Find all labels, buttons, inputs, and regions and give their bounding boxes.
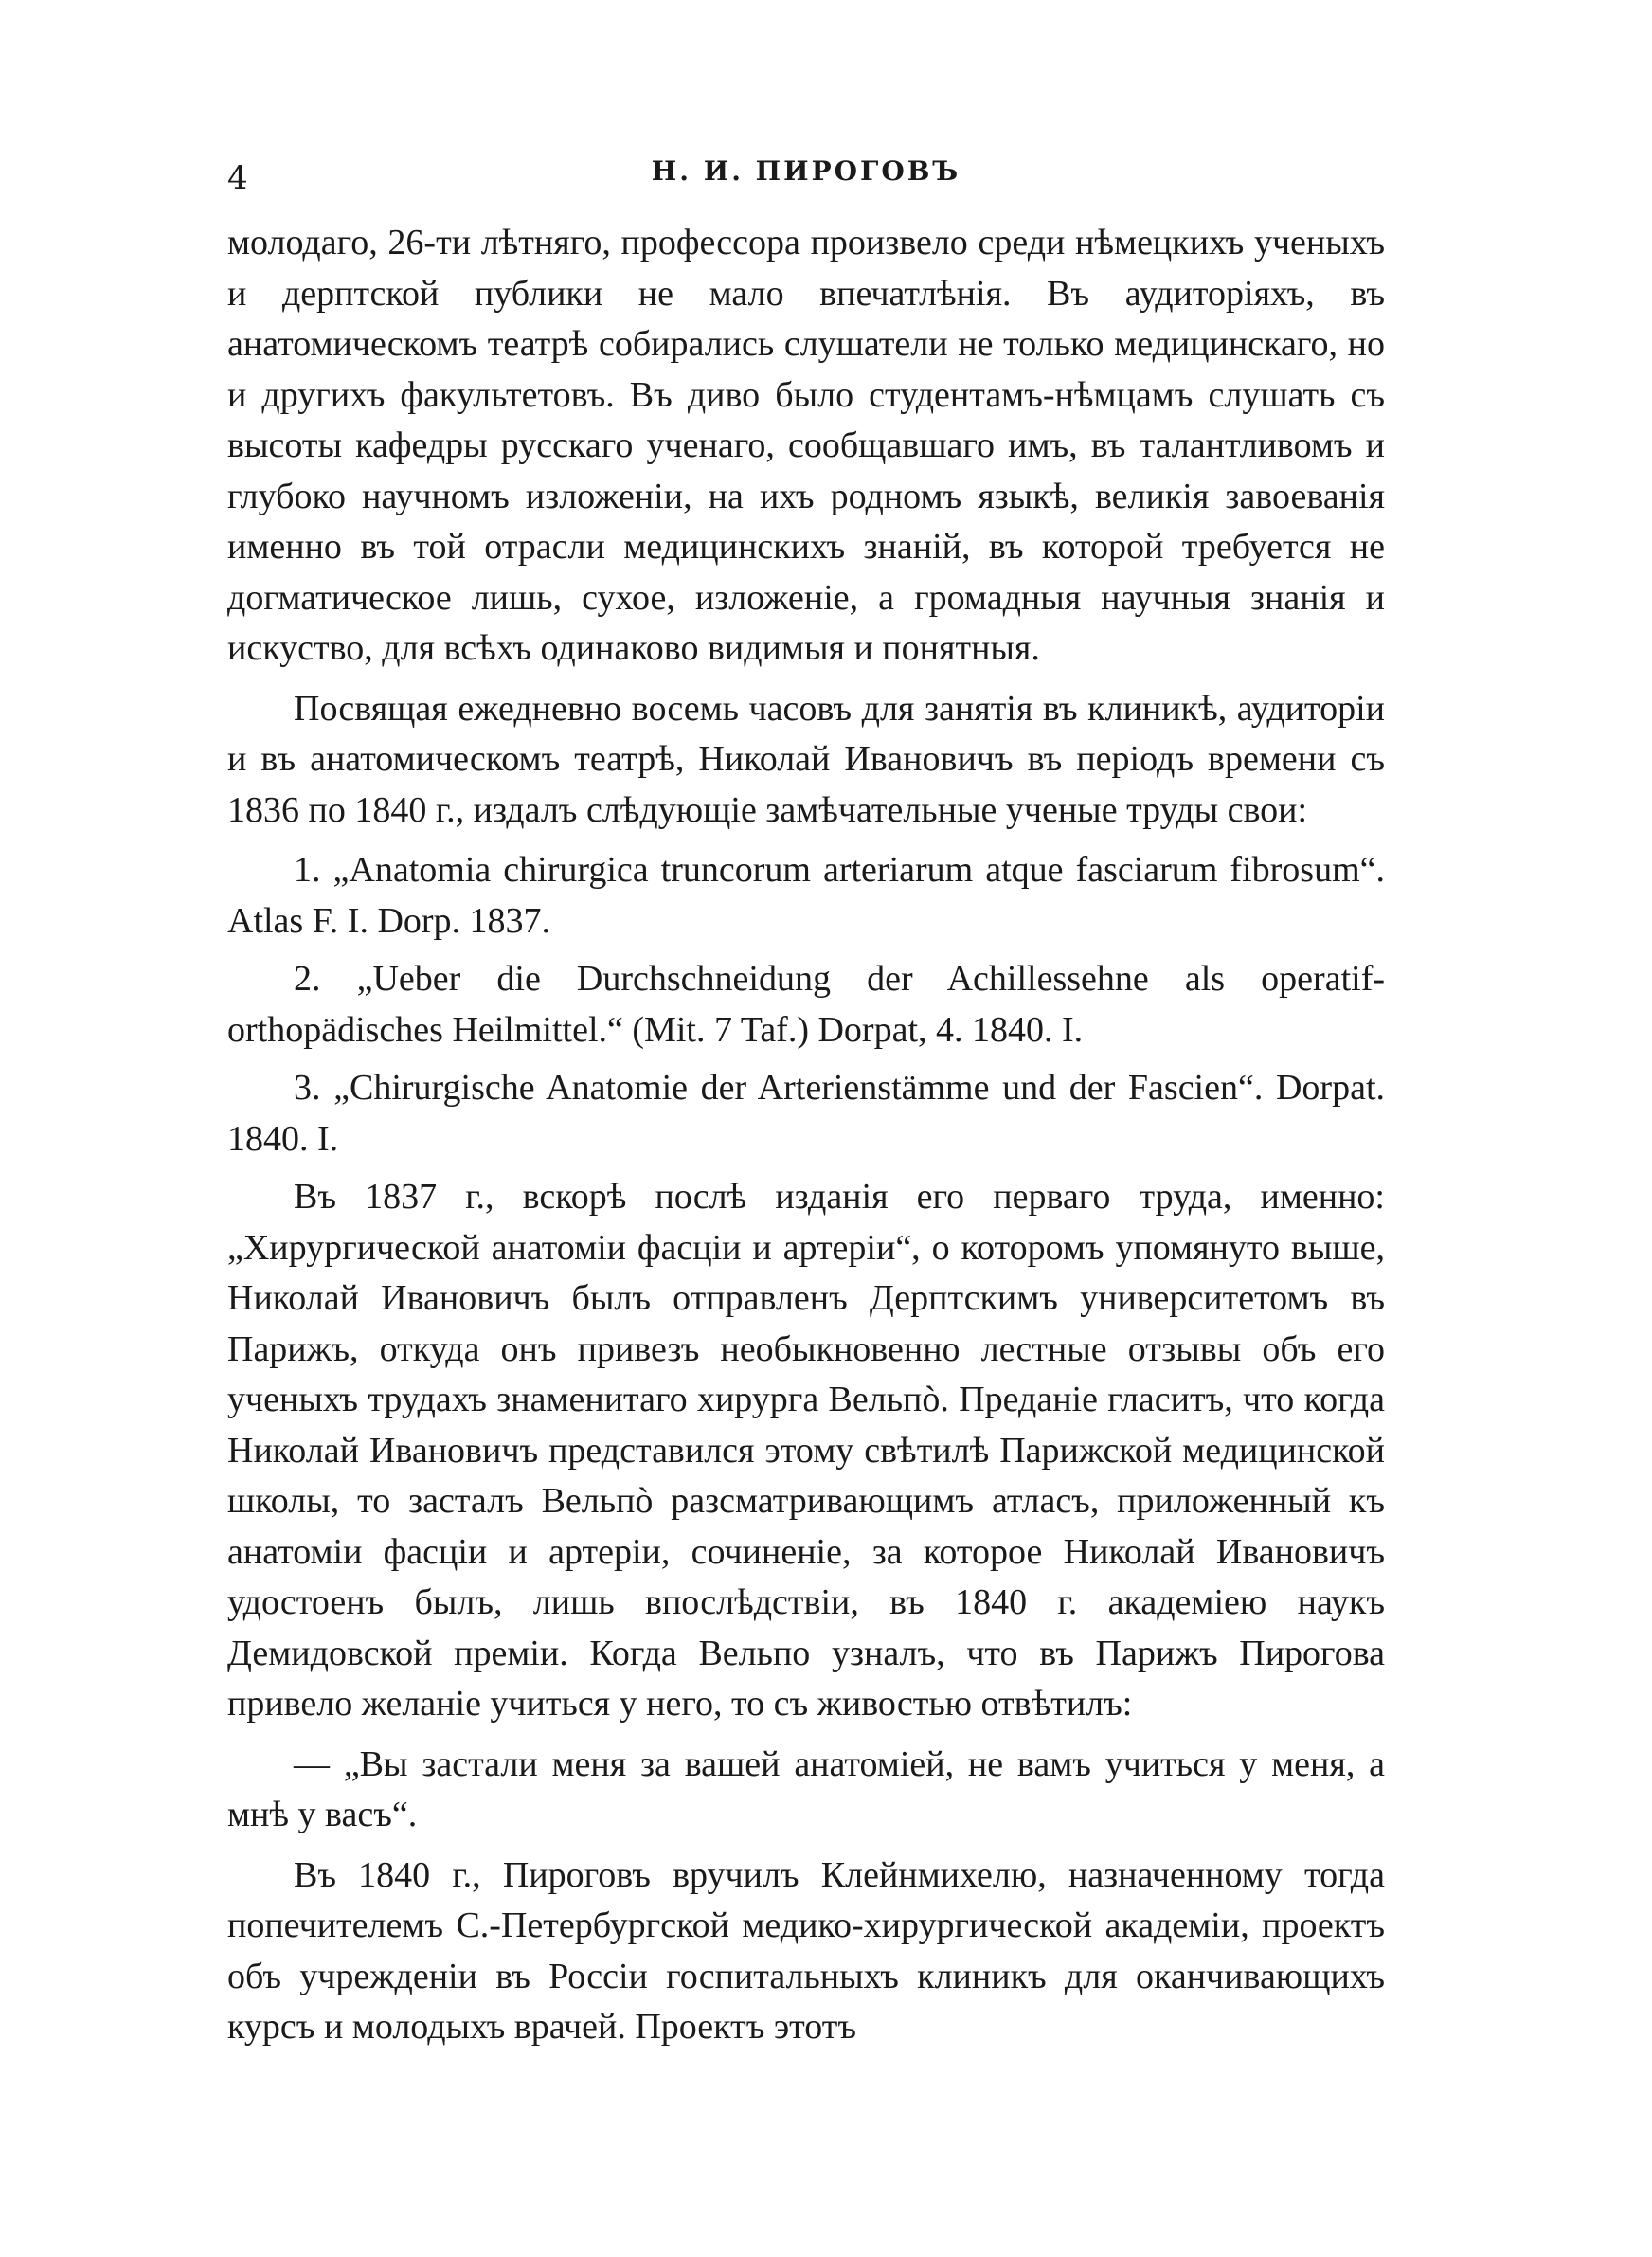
paragraph-paris: Въ 1837 г., вскорѣ послѣ изданія его перваго труда, именно: „Хирургической анатоміи фасціи и артеріи“, о которомъ упомянуто выше, Николай Ивановичъ былъ отправленъ Дерптскимъ университетомъ въ Парижъ, откуда онъ привезъ необыкновенно лестные отзывы объ его ученыхъ трудахъ знаменитаго хирурга Вельпò. Преданіе гласитъ, что когда Николай Ивановичъ представился этому свѣтилѣ Парижской медицинской школы, то засталъ Вельпò разсматривающимъ атласъ, приложенный къ анатоміи фасціи и артеріи, сочиненіе, за которое Николай Ивановичъ удостоенъ былъ, лишь впослѣдствіи, въ 1840 г. академіею наукъ Демидовской преміи. Когда Вельпо узналъ, что въ Парижъ Пирогова привело желаніе учиться у него, то съ живостью отвѣтилъ: [227,1177,1385,1724]
works-list-item: 2. „Ueber die Durchschneidung der Achillessehne als operatif-orthopädisches Heilmittel.“ (Mit. 7 Taf.) Dorpat, 4. 1840. I. [227,959,1385,1050]
works-list-item: 3. „Chirurgische Anatomie der Arterienstämme und der Fascien“. Dorpat. 1840. I. [227,1068,1385,1159]
works-list-item: 1. „Anatomia chirurgica truncorum arteriarum atque fasciarum fibrosum“. Atlas F. I. Dorp. 1837. [227,850,1385,941]
page-header [227,152,1385,199]
velpeau-quote: — „Вы застали меня за вашей анатоміей, не вамъ учиться у меня, а мнѣ у васъ“. [227,1743,1385,1834]
running-title: Н. И. ПИРОГОВЪ [651,155,961,187]
paragraph-clinics-project: Въ 1840 г., Пироговъ вручилъ Клейнмихелю, назначенному тогда попечителемъ С.-Петербургской медико-хирургической академіи, проектъ объ учрежденіи въ Россіи госпитальныхъ клиникъ для оканчивающихъ курсъ и молодыхъ врачей. Проектъ этотъ [227,1854,1385,2047]
page-number: 4 [227,159,248,197]
paragraph-works-intro: Посвящая ежедневно восемь часовъ для занятія въ клиникѣ, аудиторіи и въ анатомическомъ театрѣ, Николай Ивановичъ въ періодъ времени съ 1836 по 1840 г., издалъ слѣдующіе замѣчательные ученые труды свои: [227,688,1385,830]
paragraph-continuation: молодаго, 26-ти лѣтняго, профессора произвело среди нѣмецкихъ ученыхъ и дерптской публики не мало впечатлѣнія. Въ аудиторіяхъ, въ анатомическомъ театрѣ собирались слушатели не только медицинскаго, но и другихъ факультетовъ. Въ диво было студентамъ-нѣмцамъ слушать съ высоты кафедры русскаго ученаго, сообщавшаго имъ, въ талантливомъ и глубоко научномъ изложеніи, на ихъ родномъ языкѣ, великія завоеванія именно въ той отрасли медицинскихъ знаній, въ которой требуется не догматическое лишь, сухое, изложеніе, а громадныя научныя знанія и искуство, для всѣхъ одинаково видимыя и понятныя. [227,223,1385,668]
body-text [227,218,1385,2063]
